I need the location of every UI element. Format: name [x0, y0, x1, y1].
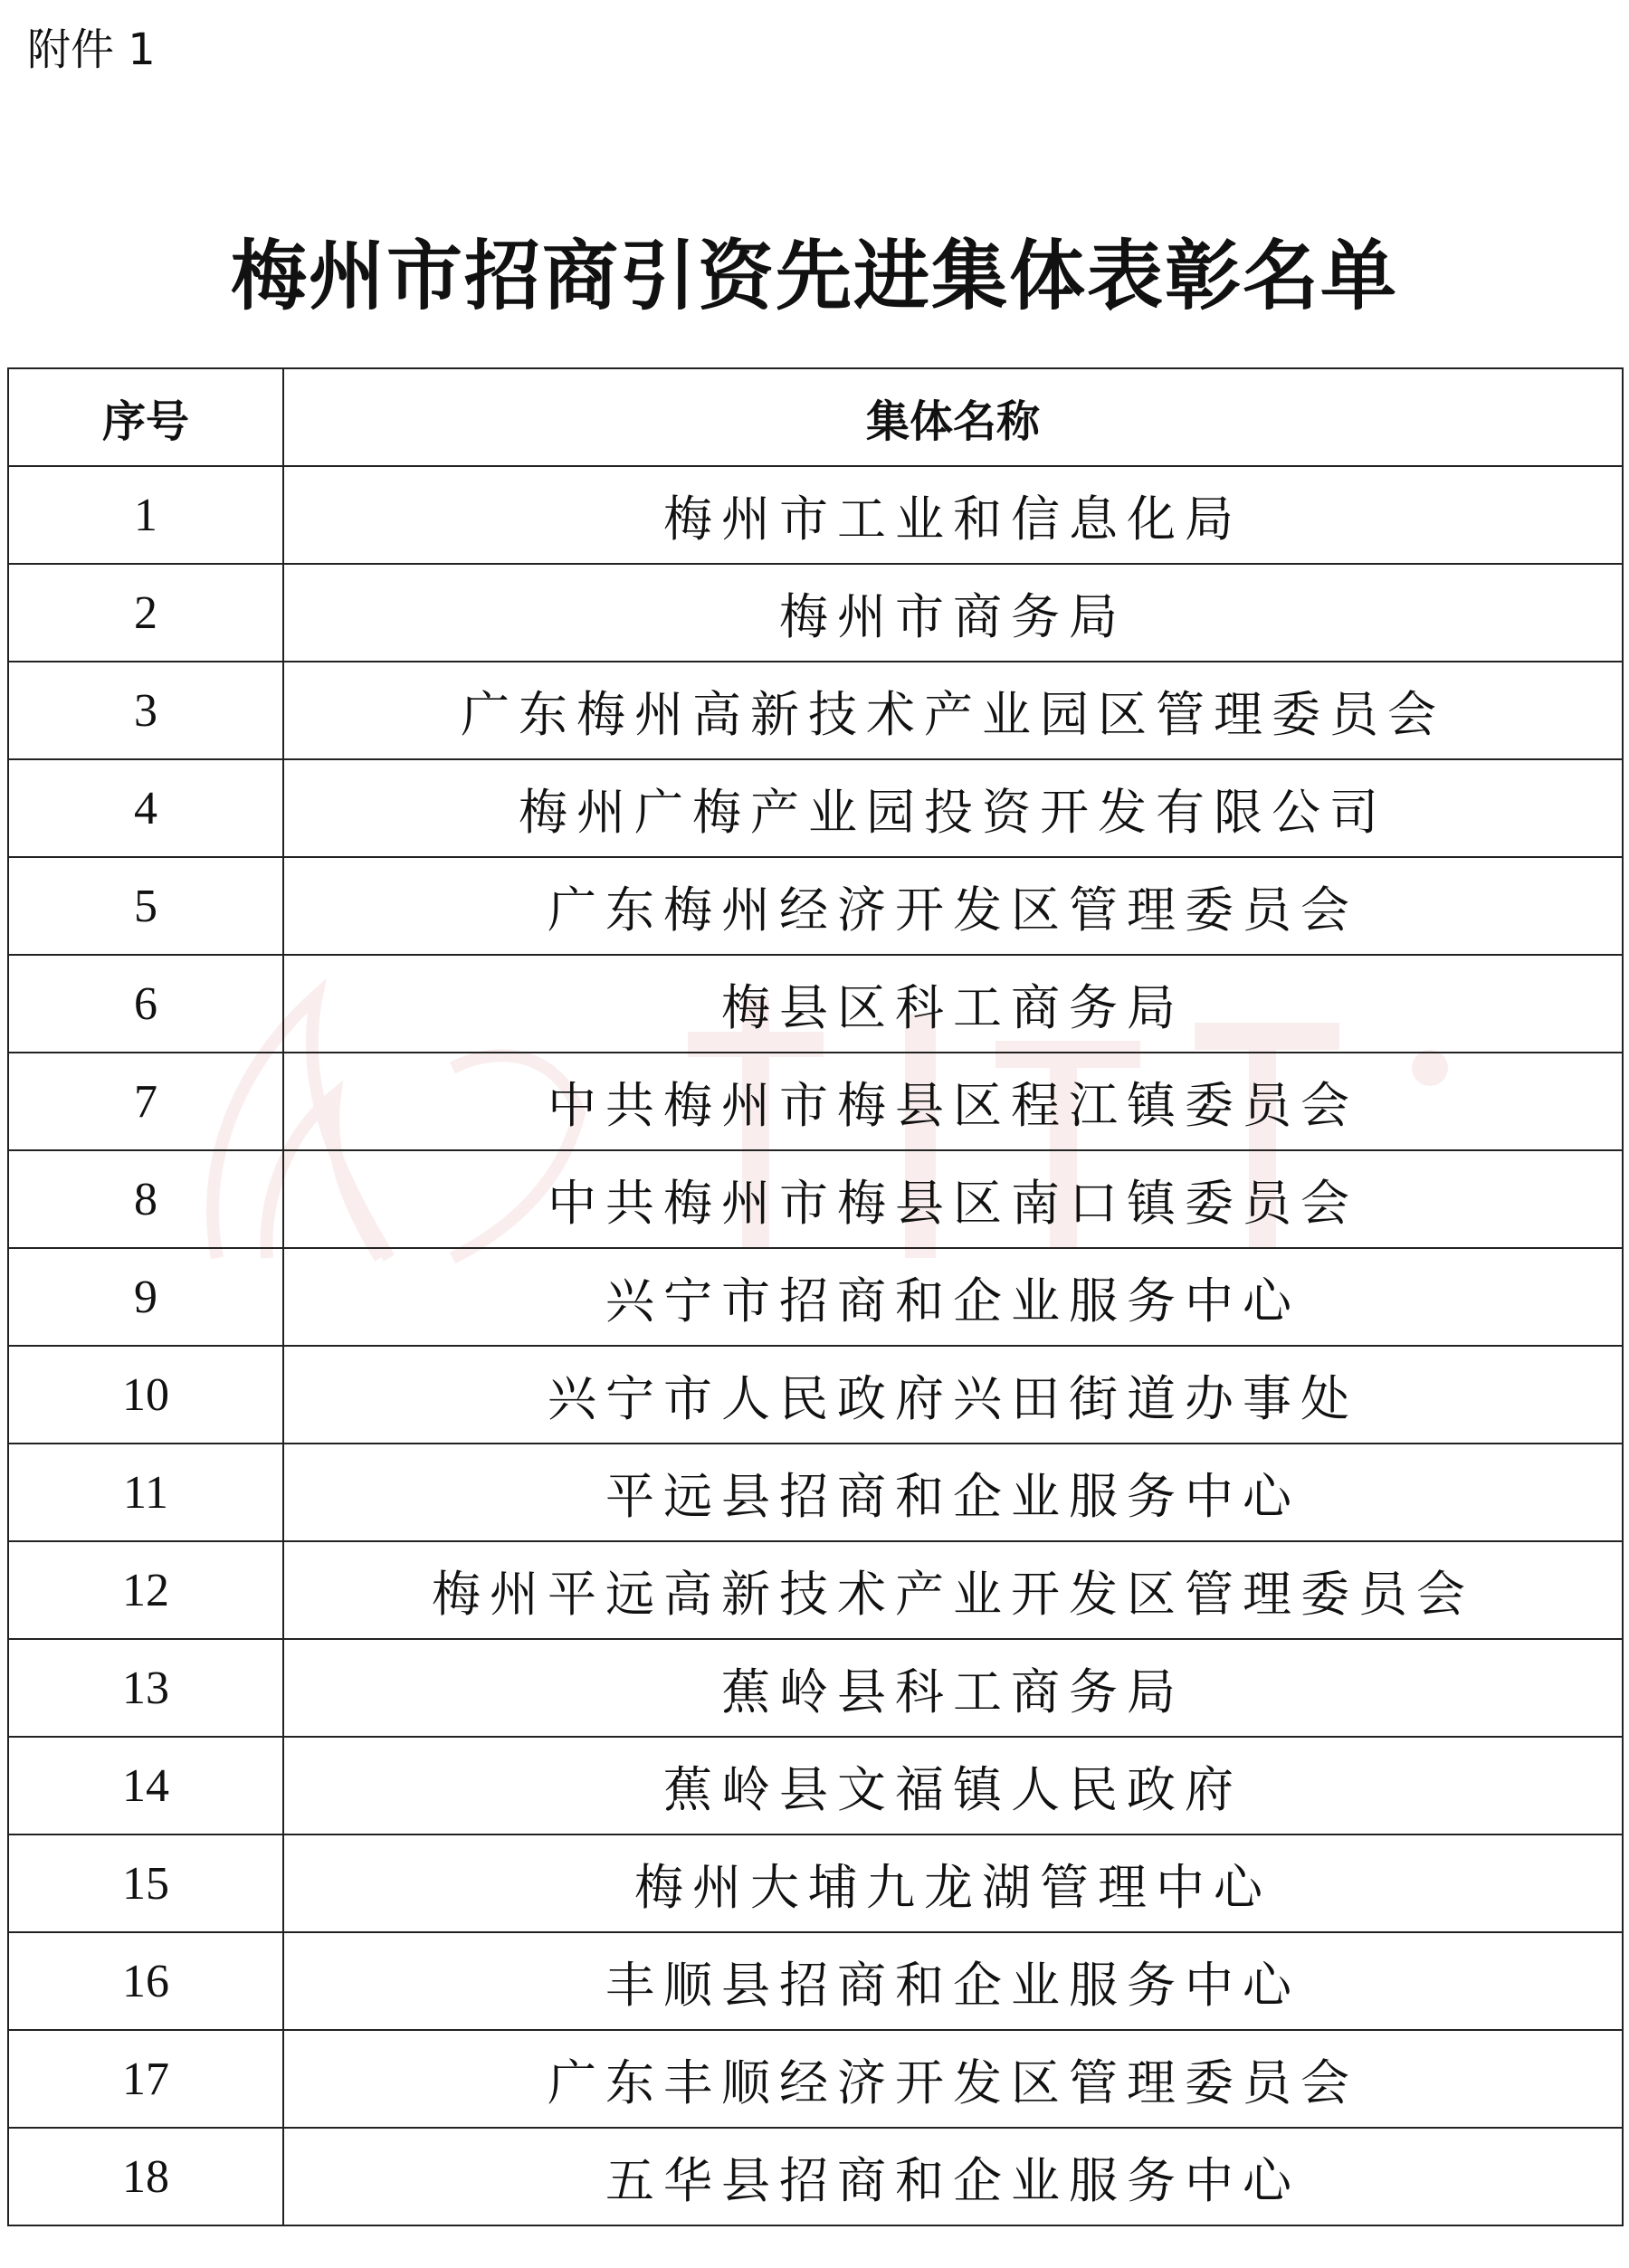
seq-header: 序号: [8, 368, 283, 466]
seq-cell: 13: [8, 1639, 283, 1737]
name-cell: 五华县招商和企业服务中心: [283, 2128, 1623, 2225]
table-row: [8, 1639, 1623, 1737]
table-header-row: [8, 368, 1623, 466]
seq-cell: 5: [8, 857, 283, 955]
table-row: [8, 1834, 1623, 1932]
table-row: [8, 1053, 1623, 1150]
name-cell: 蕉岭县科工商务局: [283, 1639, 1623, 1737]
name-cell: 兴宁市招商和企业服务中心: [283, 1248, 1623, 1346]
name-cell: 梅州大埔九龙湖管理中心: [283, 1834, 1623, 1932]
table-row: [8, 564, 1623, 662]
attachment-label: 附件 1: [27, 24, 156, 75]
name-cell: 中共梅州市梅县区南口镇委员会: [283, 1150, 1623, 1248]
name-cell: 丰顺县招商和企业服务中心: [283, 1932, 1623, 2030]
seq-cell: 18: [8, 2128, 283, 2225]
table-row: [8, 1248, 1623, 1346]
table-row: [8, 857, 1623, 955]
name-cell: 广东梅州经济开发区管理委员会: [283, 857, 1623, 955]
seq-cell: 3: [8, 662, 283, 759]
table-row: [8, 759, 1623, 857]
seq-cell: 12: [8, 1541, 283, 1639]
seq-cell: 11: [8, 1444, 283, 1541]
table-row: [8, 1932, 1623, 2030]
table-row: [8, 466, 1623, 564]
table-row: [8, 2030, 1623, 2128]
table-row: [8, 955, 1623, 1053]
seq-cell: 4: [8, 759, 283, 857]
seq-cell: 6: [8, 955, 283, 1053]
table-row: [8, 1346, 1623, 1444]
name-cell: 梅县区科工商务局: [283, 955, 1623, 1053]
table-row: [8, 1444, 1623, 1541]
seq-cell: 9: [8, 1248, 283, 1346]
name-cell: 中共梅州市梅县区程江镇委员会: [283, 1053, 1623, 1150]
name-cell: 梅州平远高新技术产业开发区管理委员会: [283, 1541, 1623, 1639]
seq-cell: 8: [8, 1150, 283, 1248]
name-cell: 平远县招商和企业服务中心: [283, 1444, 1623, 1541]
table-row: [8, 1737, 1623, 1834]
name-cell: 兴宁市人民政府兴田街道办事处: [283, 1346, 1623, 1444]
name-cell: 蕉岭县文福镇人民政府: [283, 1737, 1623, 1834]
name-cell: 梅州广梅产业园投资开发有限公司: [283, 759, 1623, 857]
seq-cell: 14: [8, 1737, 283, 1834]
name-cell: 广东丰顺经济开发区管理委员会: [283, 2030, 1623, 2128]
name-cell: 梅州市工业和信息化局: [283, 466, 1623, 564]
seq-cell: 1: [8, 466, 283, 564]
seq-cell: 16: [8, 1932, 283, 2030]
page-title: 梅州市招商引资先进集体表彰名单: [230, 231, 1398, 320]
name-cell: 广东梅州高新技术产业园区管理委员会: [283, 662, 1623, 759]
table-row: [8, 1541, 1623, 1639]
seq-cell: 2: [8, 564, 283, 662]
table-row: [8, 1150, 1623, 1248]
seq-cell: 17: [8, 2030, 283, 2128]
honor-table: [7, 367, 1624, 2226]
name-header: 集体名称: [283, 368, 1623, 466]
table-row: [8, 2128, 1623, 2225]
seq-cell: 7: [8, 1053, 283, 1150]
name-cell: 梅州市商务局: [283, 564, 1623, 662]
seq-cell: 10: [8, 1346, 283, 1444]
table-row: [8, 662, 1623, 759]
seq-cell: 15: [8, 1834, 283, 1932]
